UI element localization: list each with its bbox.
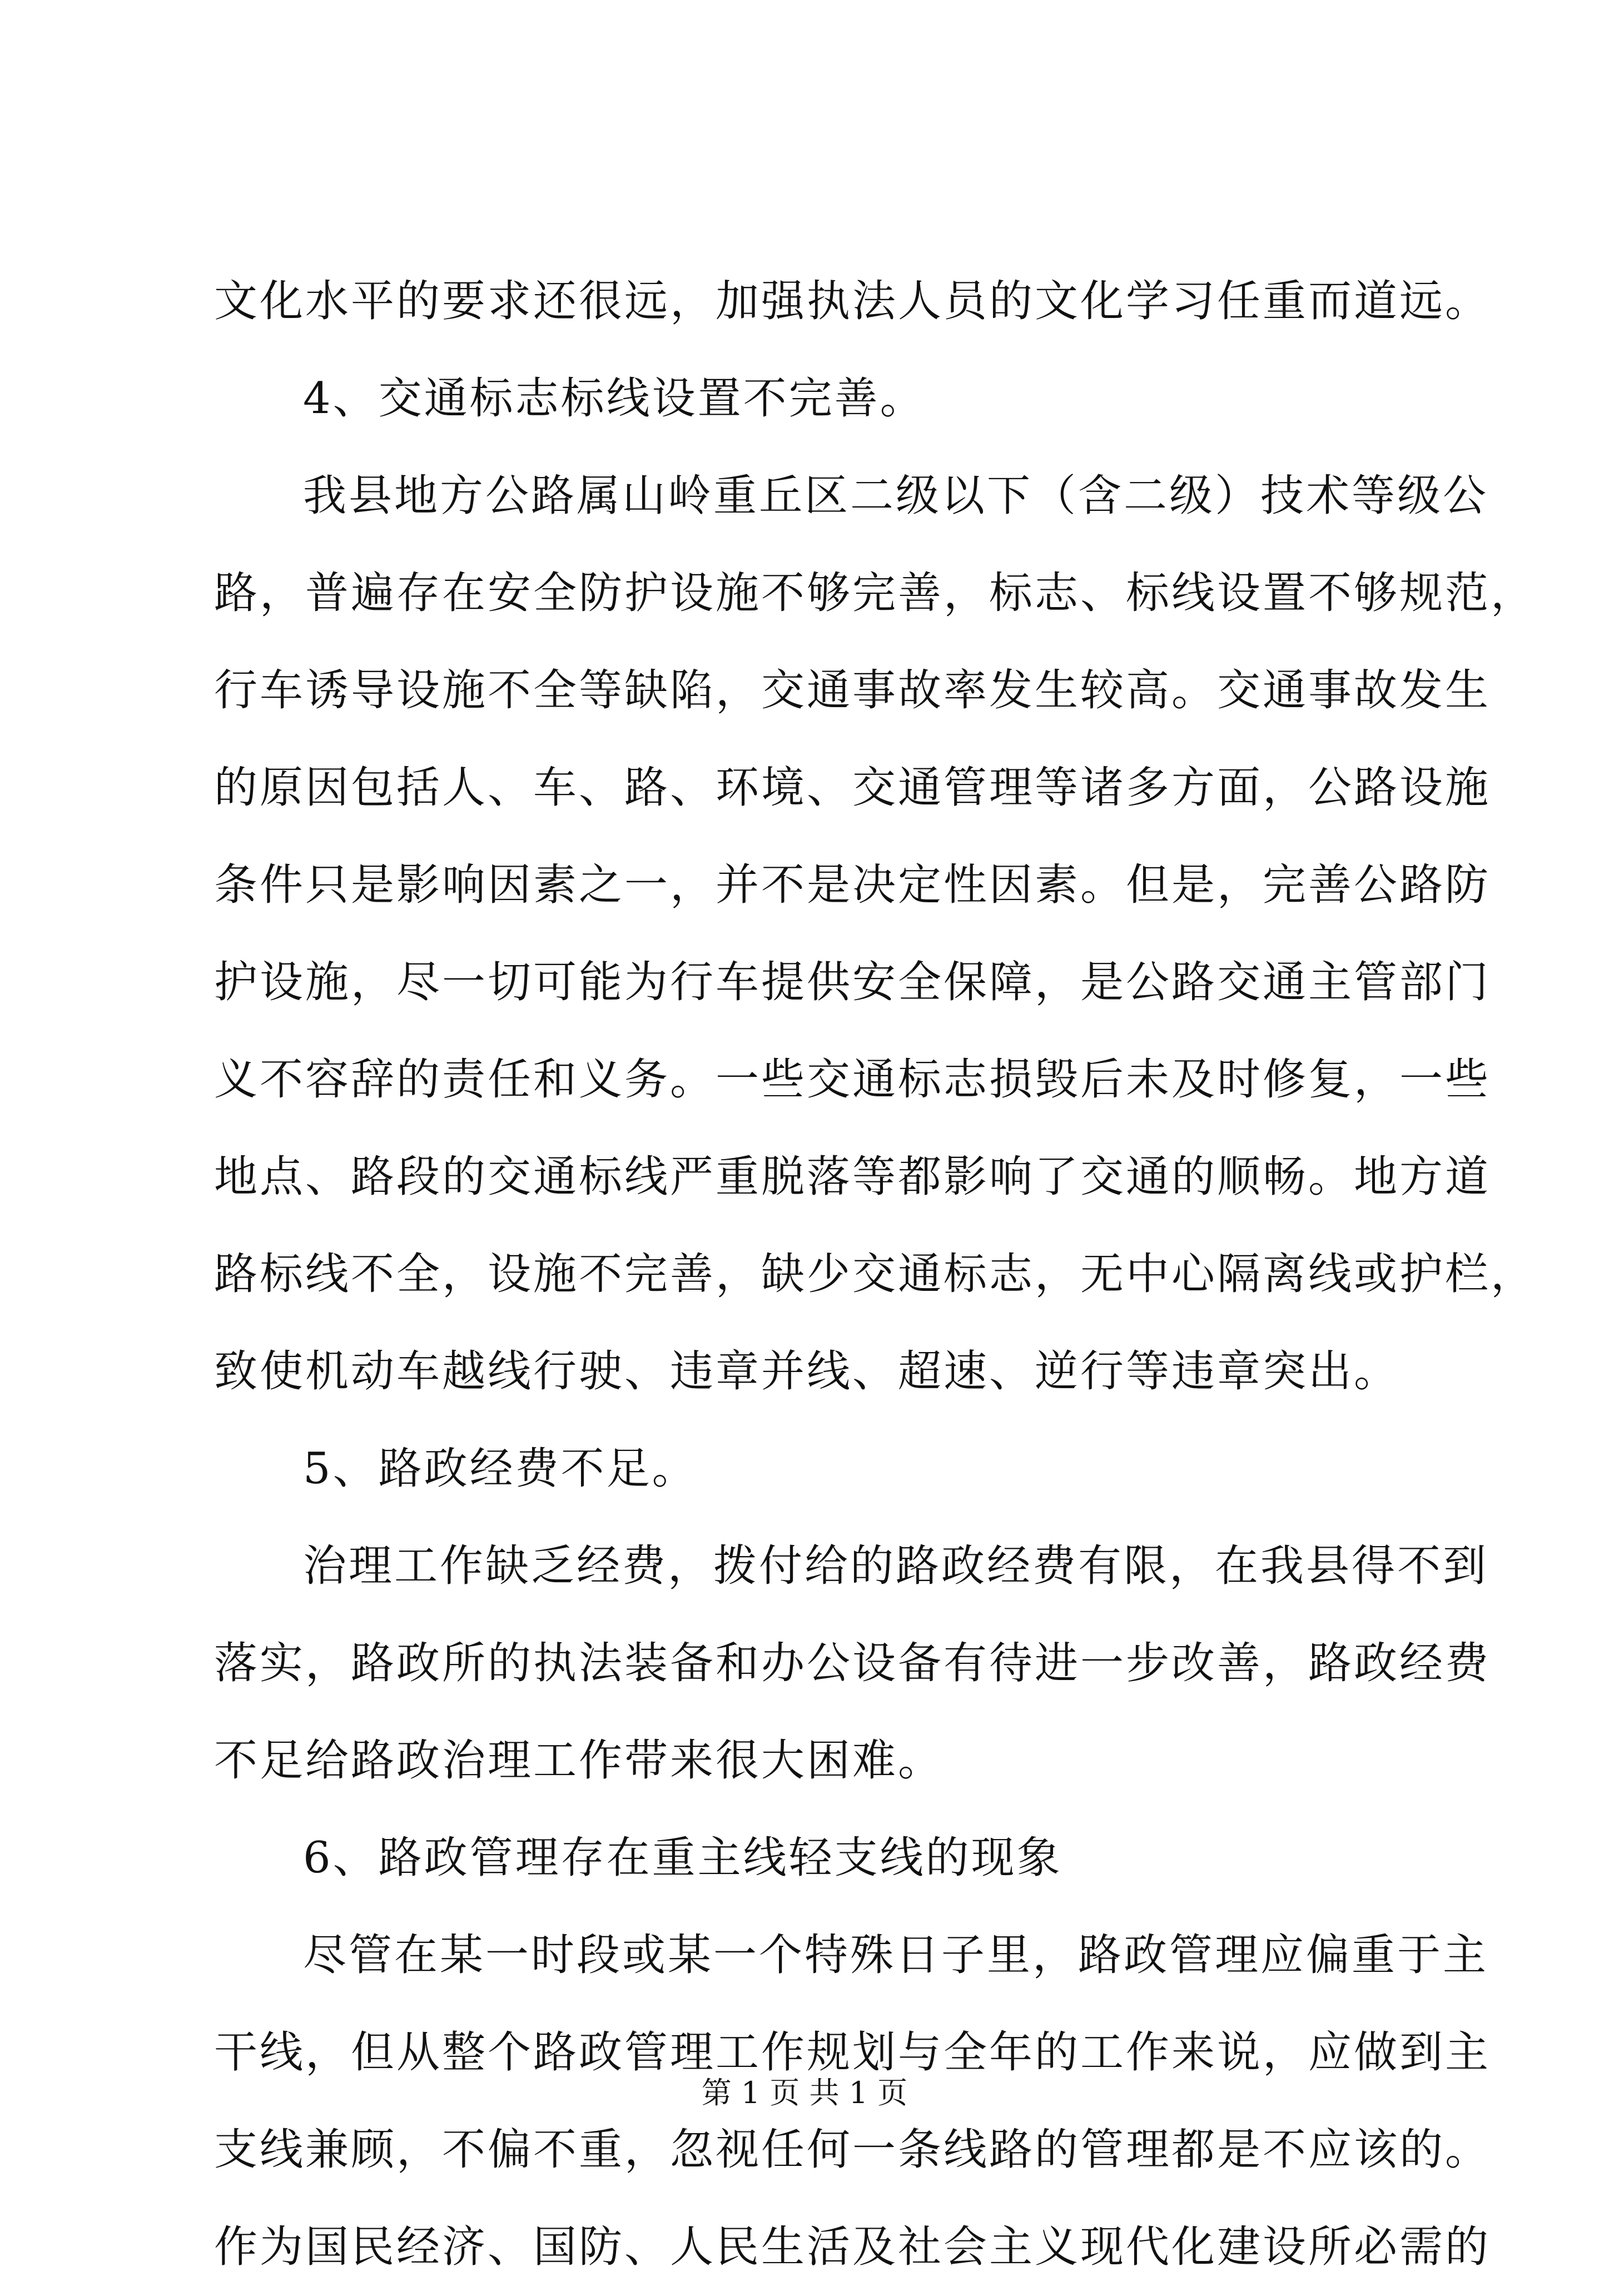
text-line: 我县地方公路属山岭重丘区二级以下（含二级）技术等级公 (303, 471, 1489, 521)
text-line: 文化水平的要求还很远，加强执法人员的文化学习任重而道远。 (214, 276, 1491, 326)
text-line: 尽管在某一时段或某一个特殊日子里，路政管理应偏重于主 (303, 1930, 1489, 1980)
text-line: 治理工作缺乏经费，拨付给的路政经费有限，在我县得不到 (303, 1541, 1489, 1591)
text-line: 落实，路政所的执法装备和办公设备有待进一步改善，路政经费 (214, 1638, 1491, 1688)
text-line: 不足给路政治理工作带来很大困难。 (214, 1736, 944, 1786)
section-heading-6: 6、路政管理存在重主线轻支线的现象 (303, 1833, 1062, 1883)
section-heading-5: 5、路政经费不足。 (303, 1444, 698, 1494)
section-heading-4: 4、交通标志标线设置不完善。 (303, 374, 926, 424)
text-line: 条件只是影响因素之一，并不是决定性因素。但是，完善公路防 (214, 860, 1491, 910)
body-text (214, 253, 1537, 2296)
text-line: 义不容辞的责任和义务。一些交通标志损毁后未及时修复，一些 (214, 1055, 1491, 1105)
text-line: 支线兼顾，不偏不重，忽视任何一条线路的管理都是不应该的。 (214, 2125, 1491, 2175)
text-line: 路标线不全，设施不完善，缺少交通标志，无中心隔离线或护栏， (214, 1249, 1537, 1299)
text-line: 作为国民经济、国防、人民生活及社会主义现代化建设所必需的 (214, 2222, 1491, 2272)
text-line: 护设施，尽一切可能为行车提供安全保障，是公路交通主管部门 (214, 957, 1491, 1007)
text-line: 行车诱导设施不全等缺陷，交通事故率发生较高。交通事故发生 (214, 665, 1491, 715)
text-line: 干线，但从整个路政管理工作规划与全年的工作来说，应做到主 (214, 2027, 1491, 2078)
text-line: 的原因包括人、车、路、环境、交通管理等诸多方面，公路设施 (214, 763, 1491, 813)
text-line: 路，普遍存在安全防护设施不够完善，标志、标线设置不够规范， (214, 568, 1537, 618)
text-line: 致使机动车越线行驶、违章并线、超速、逆行等违章突出。 (214, 1346, 1400, 1397)
text-line: 地点、路段的交通标线严重脱落等都影响了交通的顺畅。地方道 (214, 1152, 1491, 1202)
page-number-footer: 第 1 页 共 1 页 (701, 2075, 908, 2110)
